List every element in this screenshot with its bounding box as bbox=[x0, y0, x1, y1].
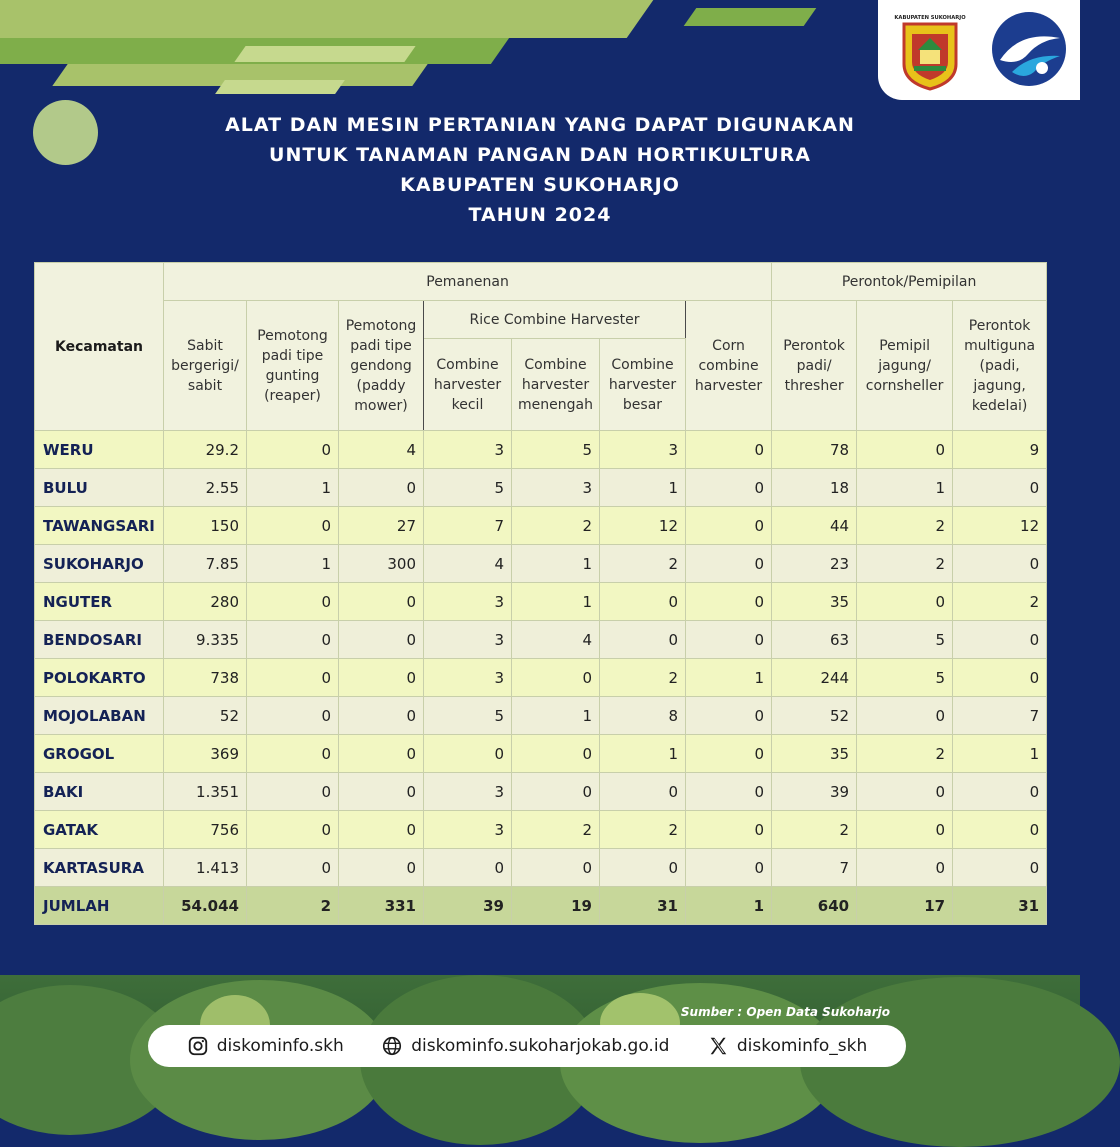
table-cell: 0 bbox=[600, 849, 686, 887]
table-cell: 0 bbox=[953, 773, 1047, 811]
table-cell: 2 bbox=[857, 507, 953, 545]
total-cell: 640 bbox=[772, 887, 857, 925]
table-cell: 1.413 bbox=[164, 849, 247, 887]
table-cell: 1.351 bbox=[164, 773, 247, 811]
table-row bbox=[35, 697, 1047, 735]
table-cell: 0 bbox=[339, 697, 424, 735]
table-cell: 2 bbox=[857, 545, 953, 583]
table-cell: 0 bbox=[953, 621, 1047, 659]
table-cell: 0 bbox=[857, 811, 953, 849]
kecamatan-name: POLOKARTO bbox=[35, 659, 164, 697]
header-col-9: Pemipil jagung/ cornsheller bbox=[857, 301, 953, 431]
table-cell: 0 bbox=[247, 621, 339, 659]
total-cell: 54.044 bbox=[164, 887, 247, 925]
table-cell: 5 bbox=[424, 697, 512, 735]
table-cell: 9.335 bbox=[164, 621, 247, 659]
table-cell: 0 bbox=[247, 811, 339, 849]
table-cell: 0 bbox=[247, 583, 339, 621]
table-cell: 0 bbox=[512, 849, 600, 887]
table-cell: 2 bbox=[857, 735, 953, 773]
title-line-2: UNTUK TANAMAN PANGAN DAN HORTIKULTURA bbox=[269, 144, 811, 166]
table-row bbox=[35, 621, 1047, 659]
total-cell: 1 bbox=[686, 887, 772, 925]
table-cell: 0 bbox=[339, 659, 424, 697]
header-subgroup-rice: Rice Combine Harvester bbox=[424, 301, 686, 339]
total-cell: 331 bbox=[339, 887, 424, 925]
table-cell: 0 bbox=[686, 849, 772, 887]
emblem-text: KABUPATEN SUKOHARJO bbox=[894, 15, 966, 21]
x-handle: diskominfo_skh bbox=[736, 1036, 868, 1056]
table-cell: 0 bbox=[686, 621, 772, 659]
table-cell: 0 bbox=[339, 469, 424, 507]
kecamatan-name: TAWANGSARI bbox=[35, 507, 164, 545]
total-cell: 17 bbox=[857, 887, 953, 925]
total-label: JUMLAH bbox=[35, 887, 164, 925]
table-cell: 0 bbox=[857, 697, 953, 735]
table-cell: 3 bbox=[424, 583, 512, 621]
table-cell: 0 bbox=[857, 849, 953, 887]
table-cell: 0 bbox=[686, 773, 772, 811]
table-cell: 1 bbox=[247, 545, 339, 583]
table-cell: 0 bbox=[339, 811, 424, 849]
table-cell: 1 bbox=[247, 469, 339, 507]
table-cell: 0 bbox=[247, 849, 339, 887]
x-link[interactable] bbox=[707, 1035, 867, 1057]
sukoharjo-emblem-icon bbox=[894, 12, 966, 90]
table-cell: 0 bbox=[953, 849, 1047, 887]
table-row bbox=[35, 659, 1047, 697]
table-cell: 1 bbox=[600, 735, 686, 773]
table-cell: 0 bbox=[512, 659, 600, 697]
table-cell: 0 bbox=[424, 735, 512, 773]
kecamatan-name: BULU bbox=[35, 469, 164, 507]
table-cell: 1 bbox=[512, 545, 600, 583]
header-col-5: Combine harvester menengah bbox=[512, 339, 600, 431]
table-cell: 8 bbox=[600, 697, 686, 735]
table-cell: 7 bbox=[424, 507, 512, 545]
table-cell: 1 bbox=[512, 583, 600, 621]
table-cell: 0 bbox=[953, 469, 1047, 507]
table-cell: 0 bbox=[600, 583, 686, 621]
table-cell: 2 bbox=[600, 545, 686, 583]
header-col-10: Perontok multiguna (padi, jagung, kedelai) bbox=[953, 301, 1047, 431]
table-cell: 4 bbox=[339, 431, 424, 469]
header-col-7: Corn combine harvester bbox=[686, 301, 772, 431]
header-col-3: Pemotong padi tipe gendong (paddy mower) bbox=[339, 301, 424, 431]
table-cell: 3 bbox=[512, 469, 600, 507]
instagram-handle: diskominfo.skh bbox=[216, 1036, 344, 1056]
table-cell: 150 bbox=[164, 507, 247, 545]
table-cell: 0 bbox=[686, 431, 772, 469]
table-cell: 0 bbox=[686, 507, 772, 545]
table-cell: 0 bbox=[686, 735, 772, 773]
kominfo-logo-icon bbox=[990, 10, 1068, 88]
table-cell: 39 bbox=[772, 773, 857, 811]
table-cell: 7.85 bbox=[164, 545, 247, 583]
table-cell: 300 bbox=[339, 545, 424, 583]
table-row bbox=[35, 849, 1047, 887]
table-cell: 0 bbox=[857, 431, 953, 469]
table-cell: 0 bbox=[247, 431, 339, 469]
table-cell: 0 bbox=[247, 507, 339, 545]
table-cell: 738 bbox=[164, 659, 247, 697]
table-row bbox=[35, 735, 1047, 773]
table-cell: 0 bbox=[953, 659, 1047, 697]
table-cell: 0 bbox=[857, 583, 953, 621]
alsintan-table bbox=[34, 262, 1047, 925]
table-cell: 3 bbox=[424, 811, 512, 849]
table-cell: 3 bbox=[424, 431, 512, 469]
table-cell: 2 bbox=[953, 583, 1047, 621]
globe-icon bbox=[381, 1035, 403, 1057]
page-title bbox=[0, 110, 1080, 230]
decor-stripe bbox=[684, 8, 817, 26]
table-cell: 5 bbox=[424, 469, 512, 507]
table-cell: 0 bbox=[686, 583, 772, 621]
table-cell: 3 bbox=[424, 659, 512, 697]
header-col-6: Combine harvester besar bbox=[600, 339, 686, 431]
table-row bbox=[35, 773, 1047, 811]
total-cell: 39 bbox=[424, 887, 512, 925]
table-cell: 0 bbox=[686, 811, 772, 849]
table-row bbox=[35, 583, 1047, 621]
table-cell: 1 bbox=[857, 469, 953, 507]
table-cell: 27 bbox=[339, 507, 424, 545]
table-cell: 3 bbox=[424, 621, 512, 659]
kecamatan-name: MOJOLABAN bbox=[35, 697, 164, 735]
table-cell: 0 bbox=[686, 697, 772, 735]
table-row bbox=[35, 545, 1047, 583]
table-cell: 18 bbox=[772, 469, 857, 507]
table-cell: 12 bbox=[600, 507, 686, 545]
table-cell: 9 bbox=[953, 431, 1047, 469]
table-cell: 1 bbox=[953, 735, 1047, 773]
table-cell: 0 bbox=[339, 773, 424, 811]
kecamatan-name: NGUTER bbox=[35, 583, 164, 621]
table-row bbox=[35, 507, 1047, 545]
table-row bbox=[35, 431, 1047, 469]
header-col-8: Perontok padi/ thresher bbox=[772, 301, 857, 431]
kecamatan-name: WERU bbox=[35, 431, 164, 469]
table-cell: 369 bbox=[164, 735, 247, 773]
kecamatan-name: BENDOSARI bbox=[35, 621, 164, 659]
title-line-3: KABUPATEN SUKOHARJO bbox=[400, 174, 680, 196]
footer-contact-bar bbox=[148, 1025, 906, 1067]
table-cell: 0 bbox=[339, 583, 424, 621]
table-cell: 0 bbox=[857, 773, 953, 811]
table-cell: 0 bbox=[600, 621, 686, 659]
table-cell: 2 bbox=[512, 507, 600, 545]
table-cell: 0 bbox=[424, 849, 512, 887]
table-cell: 280 bbox=[164, 583, 247, 621]
table-cell: 12 bbox=[953, 507, 1047, 545]
total-cell: 31 bbox=[600, 887, 686, 925]
table-cell: 52 bbox=[164, 697, 247, 735]
table-cell: 0 bbox=[512, 735, 600, 773]
total-row bbox=[35, 887, 1047, 925]
source-text: Sumber : Open Data Sukoharjo bbox=[680, 1005, 890, 1019]
table-cell: 244 bbox=[772, 659, 857, 697]
table-cell: 2.55 bbox=[164, 469, 247, 507]
table-cell: 5 bbox=[857, 621, 953, 659]
table-cell: 3 bbox=[424, 773, 512, 811]
table-cell: 2 bbox=[600, 659, 686, 697]
table-cell: 52 bbox=[772, 697, 857, 735]
table-cell: 44 bbox=[772, 507, 857, 545]
total-cell: 19 bbox=[512, 887, 600, 925]
header-group-pemanenan: Pemanenan bbox=[164, 263, 772, 301]
decor-stripe bbox=[0, 0, 653, 38]
kecamatan-name: KARTASURA bbox=[35, 849, 164, 887]
total-cell: 2 bbox=[247, 887, 339, 925]
header-group-perontok: Perontok/Pemipilan bbox=[772, 263, 1047, 301]
table-cell: 0 bbox=[339, 621, 424, 659]
kecamatan-name: SUKOHARJO bbox=[35, 545, 164, 583]
table-cell: 0 bbox=[686, 469, 772, 507]
instagram-icon bbox=[187, 1035, 209, 1057]
header-kecamatan: Kecamatan bbox=[35, 263, 164, 431]
table-cell: 0 bbox=[686, 545, 772, 583]
table-cell: 23 bbox=[772, 545, 857, 583]
table-cell: 35 bbox=[772, 583, 857, 621]
table-cell: 1 bbox=[600, 469, 686, 507]
table-cell: 0 bbox=[953, 811, 1047, 849]
website-link[interactable] bbox=[381, 1035, 669, 1057]
table-cell: 2 bbox=[772, 811, 857, 849]
table-cell: 0 bbox=[339, 735, 424, 773]
table-row bbox=[35, 811, 1047, 849]
table-cell: 0 bbox=[600, 773, 686, 811]
table-cell: 756 bbox=[164, 811, 247, 849]
total-cell: 31 bbox=[953, 887, 1047, 925]
table-cell: 7 bbox=[772, 849, 857, 887]
header-col-1: Sabit bergerigi/ sabit bbox=[164, 301, 247, 431]
title-line-4: TAHUN 2024 bbox=[468, 204, 612, 226]
table-cell: 0 bbox=[953, 545, 1047, 583]
table-cell: 7 bbox=[953, 697, 1047, 735]
decor-stripe bbox=[215, 80, 345, 94]
instagram-link[interactable] bbox=[187, 1035, 344, 1057]
table-row bbox=[35, 469, 1047, 507]
x-logo-icon bbox=[707, 1035, 729, 1057]
header-col-4: Combine harvester kecil bbox=[424, 339, 512, 431]
table-cell: 35 bbox=[772, 735, 857, 773]
table-cell: 4 bbox=[424, 545, 512, 583]
table-cell: 0 bbox=[247, 697, 339, 735]
website-url: diskominfo.sukoharjokab.go.id bbox=[411, 1036, 670, 1056]
kecamatan-name: BAKI bbox=[35, 773, 164, 811]
kecamatan-name: GROGOL bbox=[35, 735, 164, 773]
table-cell: 0 bbox=[339, 849, 424, 887]
title-line-1: ALAT DAN MESIN PERTANIAN YANG DAPAT DIGUNAKAN bbox=[225, 114, 855, 136]
header-col-2: Pemotong padi tipe gunting (reaper) bbox=[247, 301, 339, 431]
table-cell: 78 bbox=[772, 431, 857, 469]
table-cell: 2 bbox=[600, 811, 686, 849]
table-cell: 0 bbox=[247, 735, 339, 773]
table-cell: 5 bbox=[512, 431, 600, 469]
table-cell: 2 bbox=[512, 811, 600, 849]
table-cell: 0 bbox=[247, 659, 339, 697]
table-cell: 1 bbox=[512, 697, 600, 735]
table-cell: 0 bbox=[512, 773, 600, 811]
kecamatan-name: GATAK bbox=[35, 811, 164, 849]
table-cell: 1 bbox=[686, 659, 772, 697]
table-cell: 29.2 bbox=[164, 431, 247, 469]
table-cell: 63 bbox=[772, 621, 857, 659]
table-cell: 3 bbox=[600, 431, 686, 469]
decor-stripe bbox=[234, 46, 415, 62]
logo-box bbox=[878, 0, 1080, 100]
table-cell: 4 bbox=[512, 621, 600, 659]
table-cell: 0 bbox=[247, 773, 339, 811]
table-cell: 5 bbox=[857, 659, 953, 697]
